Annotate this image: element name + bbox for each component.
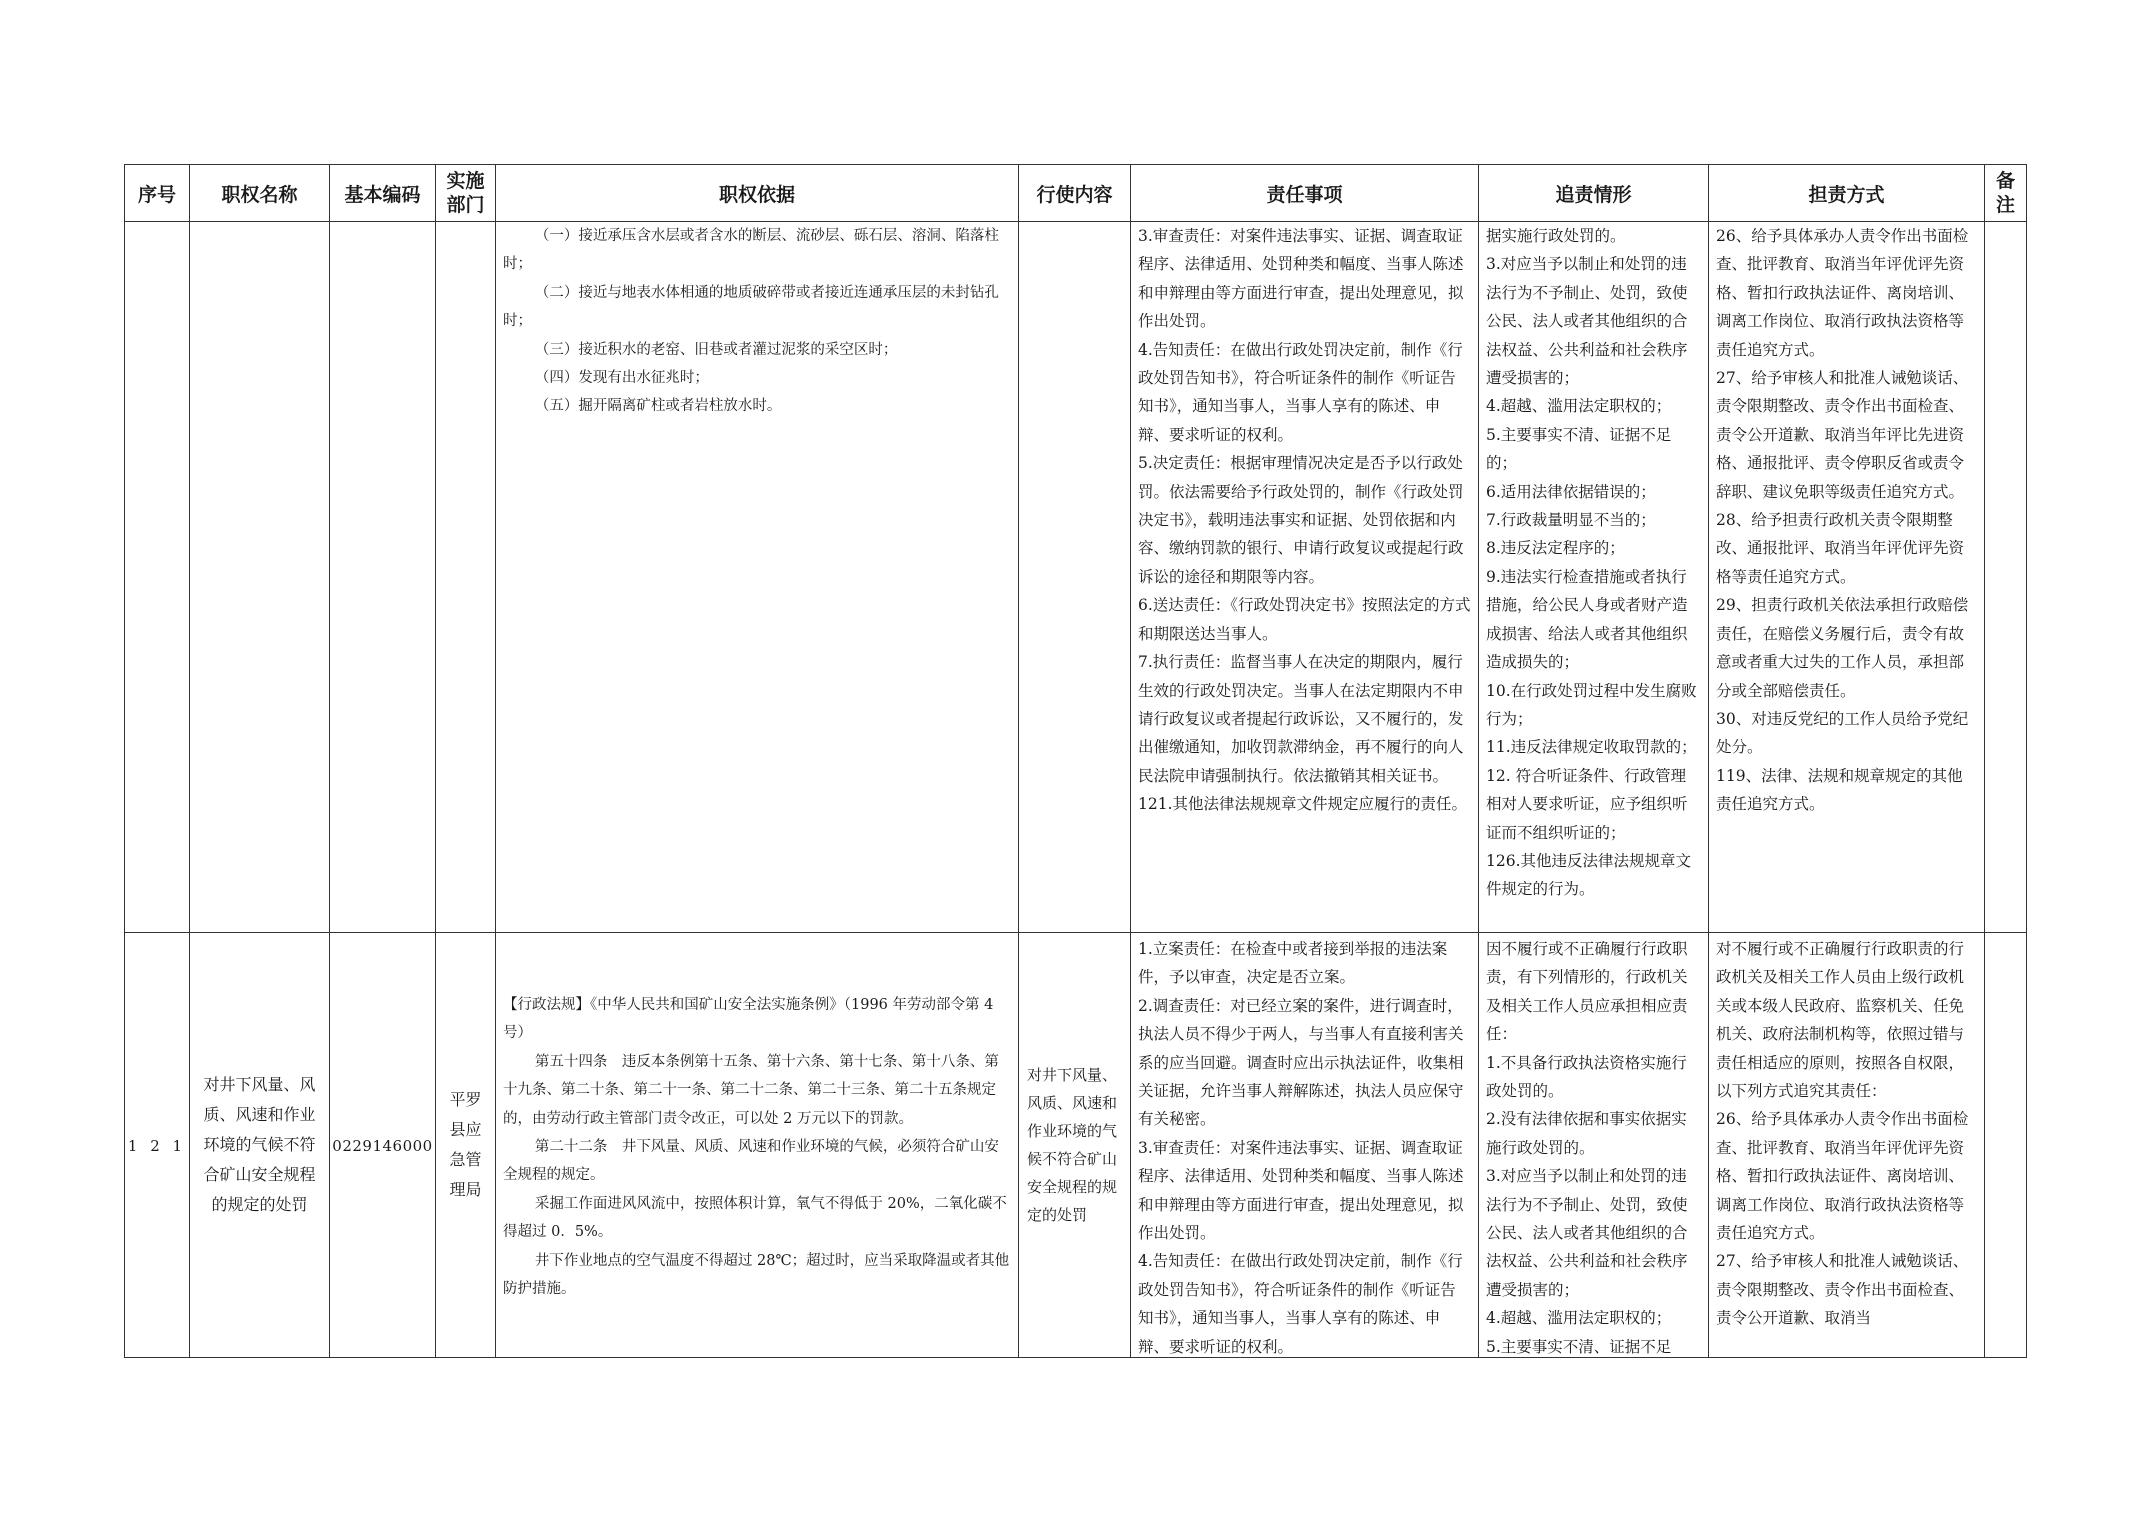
basis-text: （一）接近承压含水层或者含水的断层、流砂层、砾石层、溶洞、陷落柱时； （二）接近与地表水体相通的地质破碎带或者接近连通承压层的未封钻孔时； （三）接近积水的老窑、旧巷或者灌过泥浆的采空区时； （四）发现有出水征兆时； （五）掘开隔离矿柱或者岩柱放水时。 [503, 228, 999, 415]
row2-method [1709, 933, 1985, 1358]
row1-exec [1019, 222, 1131, 933]
basis-text: 【行政法规】《中华人民共和国矿山安全法实施条例》（1996 年劳动部令第 4 号） 第五十四条 违反本条例第十五条、第十六条、第十七条、第十八条、第十九条、第二十条、第二十一条、第二十二条、第二十三条、第二十五条规定的，由劳动行政主管部门责令改正，可以处 2 万元以下的罚款。 第二十二条 井下风量、风质、风速和作业环境的气候，必须符合矿山安全规程的规定。 采掘工作面进风风流中，按照体积计算，氧气不得低于 20%，二氧化碳不得超过 0．5%。 井下作业地点的空气温度不得超过 28℃；超过时，应当采取降温或者其他防护措施。 [503, 997, 1010, 1298]
resp-text: 1.立案责任：在检查中或者接到举报的违法案件，予以审查，决定是否立案。 2.调查责任：对已经立案的案件，进行调查时，执法人员不得少于两人，与当事人有直接利害关系的应当回避。调查时应出示执法证件，收集相关证据，允许当事人辩解陈述，执法人员应保守有关秘密。 3.审查责任：对案件违法事实、证据、调查取证程序、法律适用、处罚种类和幅度、当事人陈述和申辩理由等方面进行审查，提出处理意见，拟作出处罚。 4.告知责任：在做出行政处罚决定前，制作《行政处罚告知书》，符合听证条件的制作《听证告知书》，通知当事人，当事人享有的陈述、申辩、要求听证的权利。 [1138, 940, 1464, 1356]
method-text: 26、给予具体承办人责令作出书面检查、批评教育、取消当年评优评先资格、暂扣行政执法证件、离岗培训、调离工作岗位、取消行政执法资格等责任追究方式。 27、给予审核人和批准人诫勉谈话、责令限期整改、责令作出书面检查、责令公开道歉、取消当年评比先进资格、通报批评、责令停职反省或责令辞职、建议免职等级责任追究方式。 28、给予担责行政机关责令限期整改、通报批评、取消当年评优评先资格等责任追究方式。 29、担责行政机关依法承担行政赔偿责任，在赔偿义务履行后，责令有故意或者重大过失的工作人员，承担部分或全部赔偿责任。 30、对违反党纪的工作人员给予党纪处分。 119、法律、法规和规章规定的其他责任追究方式。 [1716, 227, 1969, 814]
header-resp: 责任事项 [1131, 165, 1479, 222]
row2-resp [1131, 933, 1479, 1358]
header-code: 基本编码 [330, 165, 436, 222]
row1-basis [496, 222, 1019, 933]
resp-text: 3.审查责任：对案件违法事实、证据、调查取证程序、法律适用、处罚种类和幅度、当事人陈述和申辩理由等方面进行审查，提出处理意见，拟作出处罚。 4.告知责任：在做出行政处罚决定前，制作《行政处罚告知书》，符合听证条件的制作《听证告知书》，通知当事人，当事人享有的陈述、申辩、要求听证的权利。 5.决定责任：根据审理情况决定是否予以行政处罚。依法需要给予行政处罚的，制作《行政处罚决定书》，载明违法事实和证据、处罚依据和内容、缴纳罚款的银行、申请行政复议或提起行政诉讼的途径和期限等内容。 6.送达责任：《行政处罚决定书》按照法定的方式和期限送达当事人。 7.执行责任：监督当事人在决定的期限内，履行生效的行政处罚决定。当事人在法定期限内不申请行政复议或者提起行政诉讼，又不履行的，发出催缴通知，加收罚款滞纳金，再不履行的向人民法院申请强制执行。依法撤销其相关证书。 121.其他法律法规规章文件规定应履行的责任。 [1138, 227, 1471, 814]
header-remark: 备注 [1985, 165, 2027, 222]
row2-name: 对井下风量、风质、风速和作业环境的气候不符合矿山安全规程的规定的处罚 [190, 933, 330, 1358]
row1-account [1479, 222, 1709, 933]
row2-code: 0229146000 [330, 933, 436, 1358]
row2-exec: 对井下风量、风质、风速和作业环境的气候不符合矿山安全规程的规定的处罚 [1019, 933, 1131, 1358]
row2-account [1479, 933, 1709, 1358]
row2-seq: 1 2 1 [125, 933, 190, 1358]
row1-resp [1131, 222, 1479, 933]
table-row [125, 222, 2027, 933]
row2-dept: 平罗县应急管理局 [436, 933, 496, 1358]
row1-dept [436, 222, 496, 933]
header-method: 担责方式 [1709, 165, 1985, 222]
header-name: 职权名称 [190, 165, 330, 222]
account-text: 据实施行政处罚的。 3.对应当予以制止和处罚的违法行为不予制止、处罚，致使公民、法人或者其他组织的合法权益、公共利益和社会秩序遭受损害的； 4.超越、滥用法定职权的； 5.主要事实不清、证据不足的； 6.适用法律依据错误的； 7.行政裁量明显不当的； 8.违反法定程序的； 9.违法实行检查措施或者执行措施，给公民人身或者财产造成损害、给法人或者其他组织造成损失的； 10.在行政处罚过程中发生腐败行为； 11.违反法律规定收取罚款的； 12. 符合听证条件、行政管理相对人要求听证，应予组织听证而不组织听证的； 126.其他违反法律法规规章文件规定的行为。 [1486, 227, 1697, 899]
row1-code [330, 222, 436, 933]
row2-basis [496, 933, 1019, 1358]
header-seq: 序号 [125, 165, 190, 222]
row1-name [190, 222, 330, 933]
header-exec: 行使内容 [1019, 165, 1131, 222]
row1-remark [1985, 222, 2027, 933]
row2-remark [1985, 933, 2027, 1358]
row1-seq [125, 222, 190, 933]
account-text: 因不履行或不正确履行行政职责，有下列情形的，行政机关及相关工作人员应承担相应责任： 1.不具备行政执法资格实施行政处罚的。 2.没有法律依据和事实依据实施行政处罚的。 3.对应当予以制止和处罚的违法行为不予制止、处罚，致使公民、法人或者其他组织的合法权益、公共利益和社会秩序遭受损害的； 4.超越、滥用法定职权的； 5.主要事实不清、证据不足 [1486, 940, 1688, 1356]
header-account: 追责情形 [1479, 165, 1709, 222]
row1-method [1709, 222, 1985, 933]
header-dept: 实施部门 [436, 165, 496, 222]
header-basis: 职权依据 [496, 165, 1019, 222]
table-row [125, 933, 2027, 1358]
duty-table [124, 164, 2027, 1358]
header-row [125, 165, 2027, 222]
method-text: 对不履行或不正确履行行政职责的行政机关及相关工作人员由上级行政机关或本级人民政府、监察机关、任免机关、政府法制机构等，依照过错与责任相适应的原则，按照各自权限，以下列方式追究其责任： 26、给予具体承办人责令作出书面检查、批评教育、取消当年评优评先资格、暂扣行政执法证件、离岗培训、调离工作岗位、取消行政执法资格等责任追究方式。 27、给予审核人和批准人诫勉谈话、责令限期整改、责令作出书面检查、责令公开道歉、取消当 [1716, 940, 1969, 1328]
